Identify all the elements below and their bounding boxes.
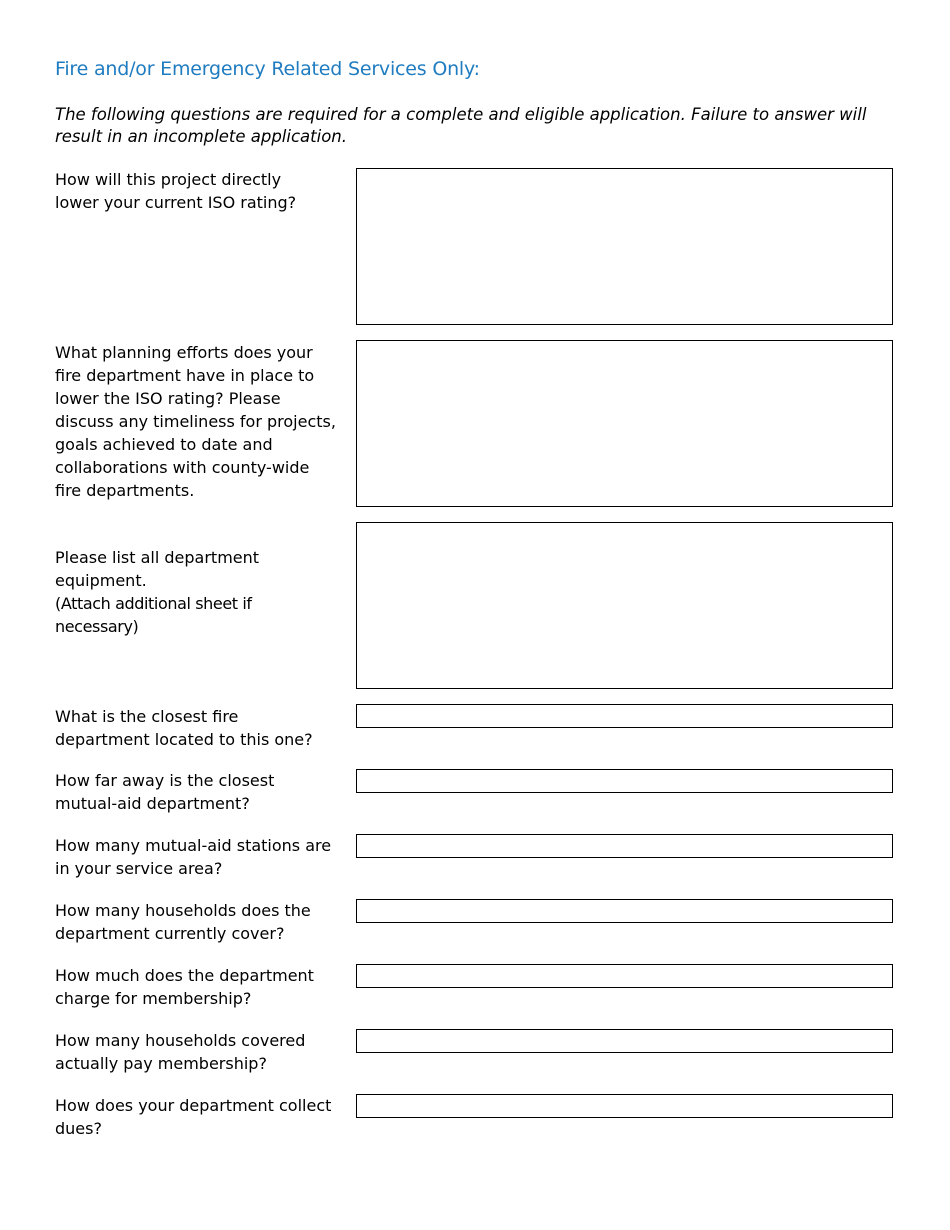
answer-households-covered[interactable] — [356, 899, 893, 923]
question-label-mutual-aid-distance: How far away is the closest mutual-aid department? — [55, 771, 275, 813]
answer-iso-rating-impact[interactable] — [356, 168, 893, 325]
question-label-mutual-aid-stations: How many mutual-aid stations are in your service area? — [55, 836, 332, 878]
question-label-planning-efforts: What planning efforts does your fire department have in place to lower the ISO rating? Please discuss any timeliness for projects, goals achieved to date and collaborations with county-wide fire departments. — [55, 343, 336, 500]
intro-instructions: The following questions are required for a complete and eligible application. Failure to answer will result in an incomplete application. — [55, 105, 867, 146]
question-label-closest-department: What is the closest fire department located to this one? — [55, 707, 313, 749]
question-label-iso-rating-impact: How will this project directly lower your current ISO rating? — [55, 170, 297, 212]
question-label-paying-households: How many households covered actually pay membership? — [55, 1031, 306, 1073]
answer-mutual-aid-distance[interactable] — [356, 769, 893, 793]
answer-closest-department[interactable] — [356, 704, 893, 728]
equipment-list-text: Please list all department equipment. — [55, 548, 260, 590]
question-label-dues-collection: How does your department collect dues? — [55, 1096, 332, 1138]
answer-mutual-aid-stations[interactable] — [356, 834, 893, 858]
answer-planning-efforts[interactable] — [356, 340, 893, 507]
equipment-list-note: (Attach additional sheet if necessary) — [55, 594, 252, 636]
answer-dues-collection[interactable] — [356, 1094, 893, 1118]
question-label-membership-charge: How much does the department charge for membership? — [55, 966, 314, 1008]
question-label-households-covered: How many households does the department currently cover? — [55, 901, 311, 943]
section-title: Fire and/or Emergency Related Services Only: — [55, 58, 480, 80]
answer-paying-households[interactable] — [356, 1029, 893, 1053]
answer-equipment-list[interactable] — [356, 522, 893, 689]
question-label-equipment-list — [55, 523, 345, 661]
answer-membership-charge[interactable] — [356, 964, 893, 988]
